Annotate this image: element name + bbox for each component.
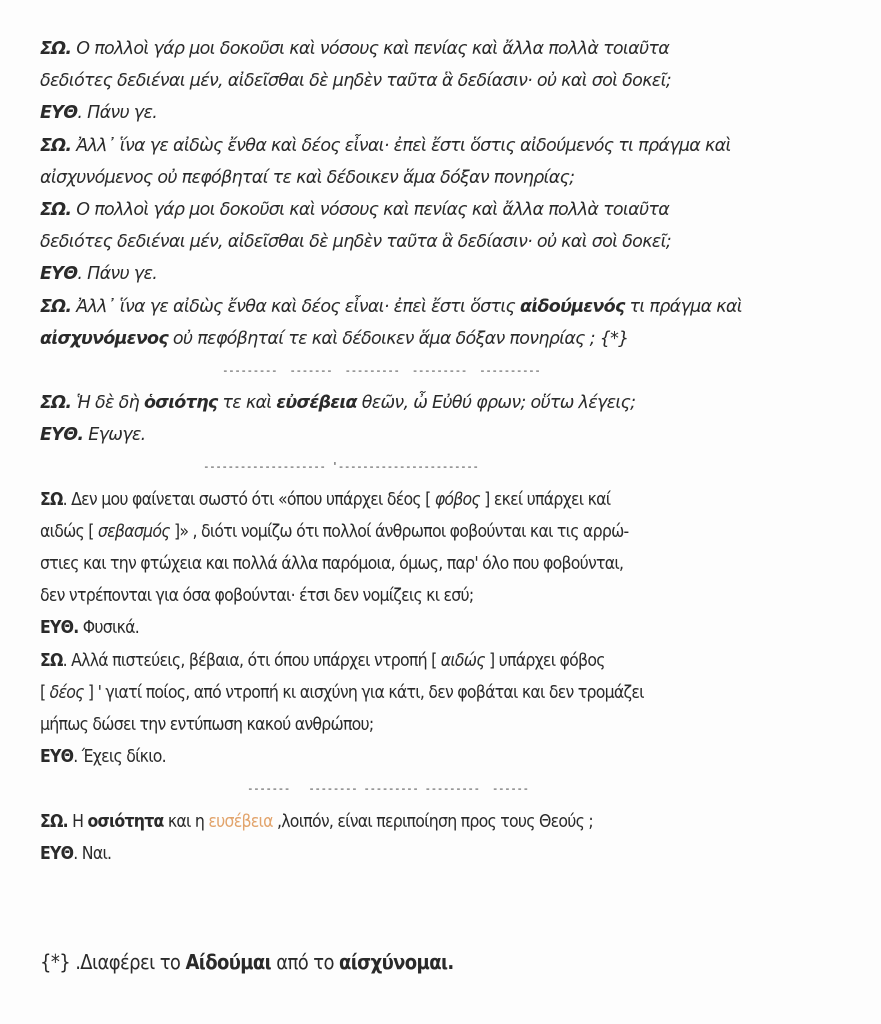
dialogue-text: . Πάνυ γε. xyxy=(77,264,158,285)
dialogue-text: . Αλλά πιστεύεις, βέβαια, ότι όπου υπάρχει ντροπή [ xyxy=(62,650,441,671)
dialogue-text: Φυσικά. xyxy=(78,618,139,639)
dialogue-text: ] υπάρχει φόβος xyxy=(484,650,605,671)
dialogue-text: τε καὶ xyxy=(217,393,277,414)
italic-term: δέος xyxy=(49,682,84,703)
dialogue-text: Ο πολλοὶ γάρ μοι δοκοῦσι καὶ νόσους καὶ πενίας καὶ ἄλλα πολλὰ τοιαῦτα xyxy=(71,199,670,220)
text-line xyxy=(40,323,860,355)
section-divider: -------------------- '----------------------- xyxy=(203,460,479,474)
speaker-label: ΕΥΘ xyxy=(40,747,74,768)
text-line xyxy=(40,226,860,258)
text-line xyxy=(40,741,860,773)
dialogue-text: Ἀλλ᾽ ἵνα γε αἰδὼς ἔνθα καὶ δέος εἶναι· ἐπεὶ ἔστι ὅστις αἰδούμενός τι πράγμα καὶ xyxy=(71,135,731,156)
emphasized-word: ὁσιότης xyxy=(143,393,218,414)
emphasized-word: αίσχύνομαι. xyxy=(339,950,454,974)
dialogue-text: . Ναι. xyxy=(73,843,112,864)
text-line xyxy=(40,612,860,644)
speaker-label: ΕΥΘ xyxy=(40,843,74,864)
dialogue-text: Ο πολλοὶ γάρ μοι δοκοῦσι καὶ νόσους καὶ πενίας καὶ ἄλλα πολλὰ τοιαῦτα xyxy=(71,39,670,59)
dialogue-text: αιδώς [ xyxy=(40,521,98,542)
emphasized-word: αἰσχυνόμενος xyxy=(40,328,169,349)
dialogue-text: δεν ντρέπονται για όσα φοβούνται· έτσι δεν νομίζεις κι εσύ; xyxy=(40,586,474,607)
text-line xyxy=(40,709,860,741)
text-line xyxy=(40,580,860,612)
dialogue-text: Ἀλλ᾽ ἵνα γε αἰδὼς ἔνθα καὶ δέος εἶναι· ἐπεὶ ἔστι ὅστις xyxy=(71,296,520,317)
dialogue-text: Η xyxy=(67,811,88,832)
text-line xyxy=(40,291,860,323)
dialogue-text: δεδιότες δεδιέναι μέν, αἰδεῖσθαι δὲ μηδὲν ταῦτα ἃ δεδίασιν· οὐ καὶ σοὶ δοκεῖ; xyxy=(40,232,671,253)
speaker-label: ΣΩ xyxy=(40,489,63,510)
dialogue-text: Ἡ δὲ δὴ xyxy=(71,393,144,414)
speaker-label: ΣΩ. xyxy=(40,199,72,220)
document-page xyxy=(40,33,860,870)
dialogue-text: ] εκεί υπάρχει καί xyxy=(479,489,611,510)
text-line xyxy=(40,516,860,548)
text-line xyxy=(40,130,860,162)
dialogue-text: θεῶν, ὦ Εὐθύ φρων; οὕτω λέγεις; xyxy=(356,393,636,414)
text-line xyxy=(40,33,860,65)
dialogue-text: και η xyxy=(163,811,209,832)
dialogue-text: δεδιότες δεδιέναι μέν, αἰδεῖσθαι δὲ μηδὲν ταῦτα ἃ δεδίασιν· οὐ καὶ σοὶ δοκεῖ; xyxy=(40,71,671,92)
dialogue-text: αἰσχυνόμενος οὐ πεφόβηταί τε καὶ δέδοικεν ἅμα δόξαν πονηρίας; xyxy=(40,167,575,188)
speaker-label: ΕΥΘ. xyxy=(40,618,79,639)
section-divider: --------- ------- --------- --------- ---------- xyxy=(222,363,541,377)
dialogue-text: Εγωγε. xyxy=(83,425,146,446)
dialogue-text: ] ' γιατί ποίος, από ντροπή κι αισχύνη για κάτι, δεν φοβάται και δεν τρομάζει xyxy=(83,682,644,703)
speaker-label: ΣΩ. xyxy=(40,393,72,414)
section-divider: ------- -------- --------- --------- ------ xyxy=(247,782,529,796)
text-line xyxy=(40,645,860,677)
dialogue-text: ,λοιπόν, είναι περιποίηση προς τους Θεούς ; xyxy=(272,811,593,832)
speaker-label: ΣΩ. xyxy=(40,135,72,156)
dialogue-text: . Πάνυ γε. xyxy=(77,103,158,124)
speaker-label: ΣΩ xyxy=(40,650,63,671)
text-line xyxy=(40,838,860,870)
dialogue-text: οὐ πεφόβηταί τε καὶ δέδοικεν ἅμα δόξαν πονηρίας ; {*} xyxy=(168,328,629,349)
dialogue-text: . Έχεις δίκιο. xyxy=(73,747,166,768)
speaker-label: ΣΩ. xyxy=(40,811,68,832)
text-line xyxy=(40,548,860,580)
text-line xyxy=(40,387,860,419)
text-line xyxy=(40,65,860,97)
speaker-label: ΣΩ. xyxy=(40,39,72,59)
text-line xyxy=(40,258,860,290)
text-line xyxy=(40,97,860,129)
emphasized-word: οσιότητα xyxy=(87,811,164,832)
speaker-label: ΕΥΘ. xyxy=(40,425,84,446)
italic-term: σεβασμός xyxy=(97,521,170,542)
footnote xyxy=(40,950,454,974)
emphasized-word: Αίδούμαι xyxy=(185,950,272,974)
italic-term: φόβος xyxy=(434,489,480,510)
text-line xyxy=(40,162,860,194)
highlighted-word: ευσέβεια xyxy=(208,811,273,832)
emphasized-word: εὐσέβεια xyxy=(276,393,357,414)
text-line xyxy=(40,806,860,838)
text-line xyxy=(40,677,860,709)
dialogue-text: μήπως δώσει την εντύπωση κακού ανθρώπου; xyxy=(40,714,374,735)
text-line xyxy=(40,194,860,226)
speaker-label: ΕΥΘ xyxy=(40,264,78,285)
footnote-text: από το xyxy=(271,950,339,974)
speaker-label: ΕΥΘ xyxy=(40,103,78,124)
text-line xyxy=(40,484,860,516)
speaker-label: ΣΩ. xyxy=(40,296,72,317)
footnote-text: {*} .Διαφέρει το xyxy=(40,950,186,974)
dialogue-text: ]» , διότι νομίζω ότι πολλοί άνθρωποι φοβούνται και τις αρρώ- xyxy=(169,521,629,542)
emphasized-word: αἰδούμενός xyxy=(520,296,625,317)
dialogue-text: στιες και την φτώχεια και πολλά άλλα παρόμοια, όμως, παρ' όλο που φοβούνται, xyxy=(40,554,624,574)
dialogue-text: . Δεν μου φαίνεται σωστό ότι «όπου υπάρχει δέος [ xyxy=(62,489,435,510)
italic-term: αιδώς xyxy=(440,650,485,671)
dialogue-text: τι πράγμα καὶ xyxy=(624,296,742,317)
dialogue-text: [ xyxy=(40,682,50,703)
text-line xyxy=(40,419,860,451)
